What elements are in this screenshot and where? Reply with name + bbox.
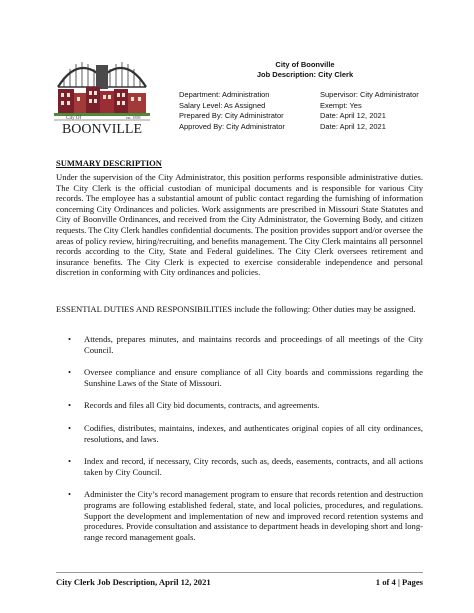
city-of-boonville-logo [54,47,150,137]
document-header [220,60,390,80]
duty-item [68,423,423,444]
duty-item [68,489,423,542]
footer-divider [56,572,423,573]
bullet-icon: • [68,422,72,433]
logo-est-text: est. 1839 [126,115,141,120]
footer-title: City Clerk Job Description, April 12, 2021 [56,577,211,587]
essential-duties-list [68,334,423,554]
logo-city-name: BOONVILLE [61,122,143,137]
meta-approved-by: Approved By: City Administrator [179,121,285,131]
duty-item [68,400,423,411]
duty-text: Codifies, distributes, maintains, indexes, and authenticates original copies of all city ordinances, resolutions, and laws. [84,422,423,444]
duty-text: Index and record, if necessary, City records, such as, deeds, easements, contracts, and all actions taken by City Council. [84,456,423,477]
page-footer [56,577,423,589]
header-job-title: Job Description: City Clerk [256,70,354,79]
meta-left-column [179,90,285,132]
summary-heading: SUMMARY DESCRIPTION [56,158,162,168]
logo-top-text: City Of [66,116,82,121]
meta-prepared-by: Prepared By: City Administrator [179,111,284,120]
bullet-icon: • [68,489,72,500]
duty-item [68,456,423,477]
duty-text: Records and files all City bid documents, contracts, and agreements. [84,400,320,411]
meta-right-column [320,90,419,132]
bullet-icon: • [68,456,72,467]
meta-salary-level: Salary Level: As Assigned [179,100,266,110]
meta-supervisor: Supervisor: City Administrator [320,90,419,99]
header-city: City of Boonville [275,60,335,69]
duty-item [68,334,423,355]
summary-paragraph: Under the supervision of the City Administrator, this position performs responsible administrative duties. The City Clerk is the official custodian of municipal documents and is responsible for various City records. The employee has a substantial amount of public contact regarding the furnishing of information concerning City Ordinances and policies. Work assignments are prescribed in Missouri State Statutes and City of Boonville Ordinances, and received from the City Administrator, the Governing Body, and citizen requests. The City Clerk handles confidential documents. The position provides support and/or oversee the areas of policy review, hiring/recruiting, and benefits management. The City Clerk maintains all personnel records according to the City, State and Federal guidelines. The City Clerk oversees retirement and insurance benefits. The City Clerk is expected to exercise considerable independence and personal discretion in conforming with City ordinances and policies. [56,172,423,278]
meta-prepared-date: Date: April 12, 2021 [320,111,386,120]
bullet-icon: • [68,400,72,411]
essential-duties-intro: ESSENTIAL DUTIES AND RESPONSIBILITIES include the following: Other duties may be assigned. [56,304,416,314]
bullet-icon: • [68,367,72,378]
duty-text: Oversee compliance and ensure compliance of all City boards and commissions regarding the Sunshine Laws of the State of Missouri. [84,367,423,388]
duty-text: Administer the City’s record management program to ensure that records retention and destruction programs are following established federal, state, and local policies, procedures, and regulations. Support the development and implementation of new and improved record retention systems and procedures. Provide consultation and assistance to department heads in developing short and long-range record management goals. [84,489,423,542]
footer-page-number: 1 of 4 | Pages [375,577,423,587]
meta-department: Department: Administration [179,90,270,99]
duty-text: Attends, prepares minutes, and maintains records and proceedings of all meetings of the City Council. [84,334,423,355]
bullet-icon: • [68,334,72,344]
meta-approved-date: Date: April 12, 2021 [320,121,386,131]
meta-exempt: Exempt: Yes [320,100,362,110]
duty-item [68,367,423,388]
